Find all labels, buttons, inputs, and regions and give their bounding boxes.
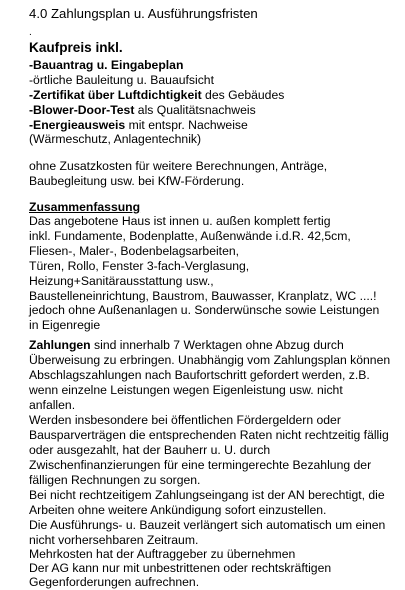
zusammenfassung-title: Zusammenfassung bbox=[29, 200, 141, 214]
zusammenfassung-line: jedoch ohne Außenanlagen u. Sonderwünsche sowie Leistungen bbox=[29, 303, 380, 317]
ohne-line: Baubegleitung usw. bei KfW-Förderung. bbox=[29, 174, 245, 188]
kaufpreis-item: -Blower-Door-Test als Qualitätsnachweis bbox=[29, 103, 256, 117]
zahlungen-line: Werden insbesondere bei öffentlichen Fördergeldern oder bbox=[29, 413, 341, 427]
kaufpreis-item: -Energieausweis mit entspr. Nachweise bbox=[29, 118, 248, 132]
zahlungen-line: Gegenforderungen aufrechnen. bbox=[29, 575, 200, 589]
stray-dot: . bbox=[29, 27, 32, 38]
zahlungen-line: Abschlagszahlungen nach Baufortschritt gefordert werden, z.B. bbox=[29, 368, 370, 382]
section-heading: 4.0 Zahlungsplan u. Ausführungsfristen bbox=[29, 6, 258, 21]
zusammenfassung-line: Fliesen-, Maler-, Bodenbelagsarbeiten, bbox=[29, 244, 240, 258]
zahlungen-first-line: Zahlungen sind innerhalb 7 Werktagen ohne Abzug durch bbox=[29, 338, 344, 352]
zusammenfassung-line: Das angebotene Haus ist innen u. außen komplett fertig bbox=[29, 214, 331, 228]
zahlungen-line: Mehrkosten hat der Auftraggeber zu übernehmen bbox=[29, 547, 296, 561]
zusammenfassung-line: Baustelleneinrichtung, Baustrom, Bauwasser, Kranplatz, WC ....! bbox=[29, 289, 377, 303]
zusammenfassung-line: Türen, Rollo, Fenster 3-fach-Verglasung, bbox=[29, 259, 250, 273]
zahlungen-line: nicht vorhersehbaren Zeitraum. bbox=[29, 533, 199, 547]
zahlungen-line: Die Ausführungs- u. Bauzeit verlängert sich automatisch um einen bbox=[29, 518, 386, 532]
zusammenfassung-line: Heizung+Sanitärausstattung usw., bbox=[29, 274, 214, 288]
ohne-line: ohne Zusatzkosten für weitere Berechnungen, Anträge, bbox=[29, 159, 328, 173]
zusammenfassung-line: inkl. Fundamente, Bodenplatte, Außenwände i.d.R. 42,5cm, bbox=[29, 229, 351, 243]
kaufpreis-title: Kaufpreis inkl. bbox=[29, 40, 123, 55]
zahlungen-line: Zwischenfinanzierungen für eine termingerechte Bezahlung der bbox=[29, 458, 372, 472]
zahlungen-line: wenn einzelne Leistungen wegen Eigenleistung usw. nicht bbox=[29, 383, 343, 397]
zahlungen-line: Bausparverträgen die entsprechenden Raten nicht rechtzeitig fällig bbox=[29, 428, 389, 442]
kaufpreis-item: (Wärmeschutz, Anlagentechnik) bbox=[29, 132, 202, 146]
kaufpreis-item: -örtliche Bauleitung u. Bauaufsicht bbox=[29, 73, 214, 87]
kaufpreis-item: -Bauantrag u. Eingabeplan bbox=[29, 58, 184, 72]
zahlungen-line: Bei nicht rechtzeitigem Zahlungseingang ist der AN berechtigt, die bbox=[29, 488, 385, 502]
zahlungen-line: Der AG kann nur mit unbestrittenen oder rechtskräftigen bbox=[29, 561, 332, 575]
kaufpreis-item: -Zertifikat über Luftdichtigkeit des Gebäudes bbox=[29, 88, 285, 102]
zahlungen-line: fälligen Rechnungen zu sorgen. bbox=[29, 473, 201, 487]
zahlungen-line: oder ausgezahlt, hat der Bauherr u. U. durch bbox=[29, 443, 271, 457]
zahlungen-line: anfallen. bbox=[29, 398, 76, 412]
zahlungen-line: Arbeiten ohne weitere Ankündigung sofort einzustellen. bbox=[29, 503, 327, 517]
zahlungen-line: Überweisung zu erbringen. Unabhängig vom Zahlungsplan können bbox=[29, 353, 391, 367]
zusammenfassung-line: in Eigenregie bbox=[29, 318, 101, 332]
